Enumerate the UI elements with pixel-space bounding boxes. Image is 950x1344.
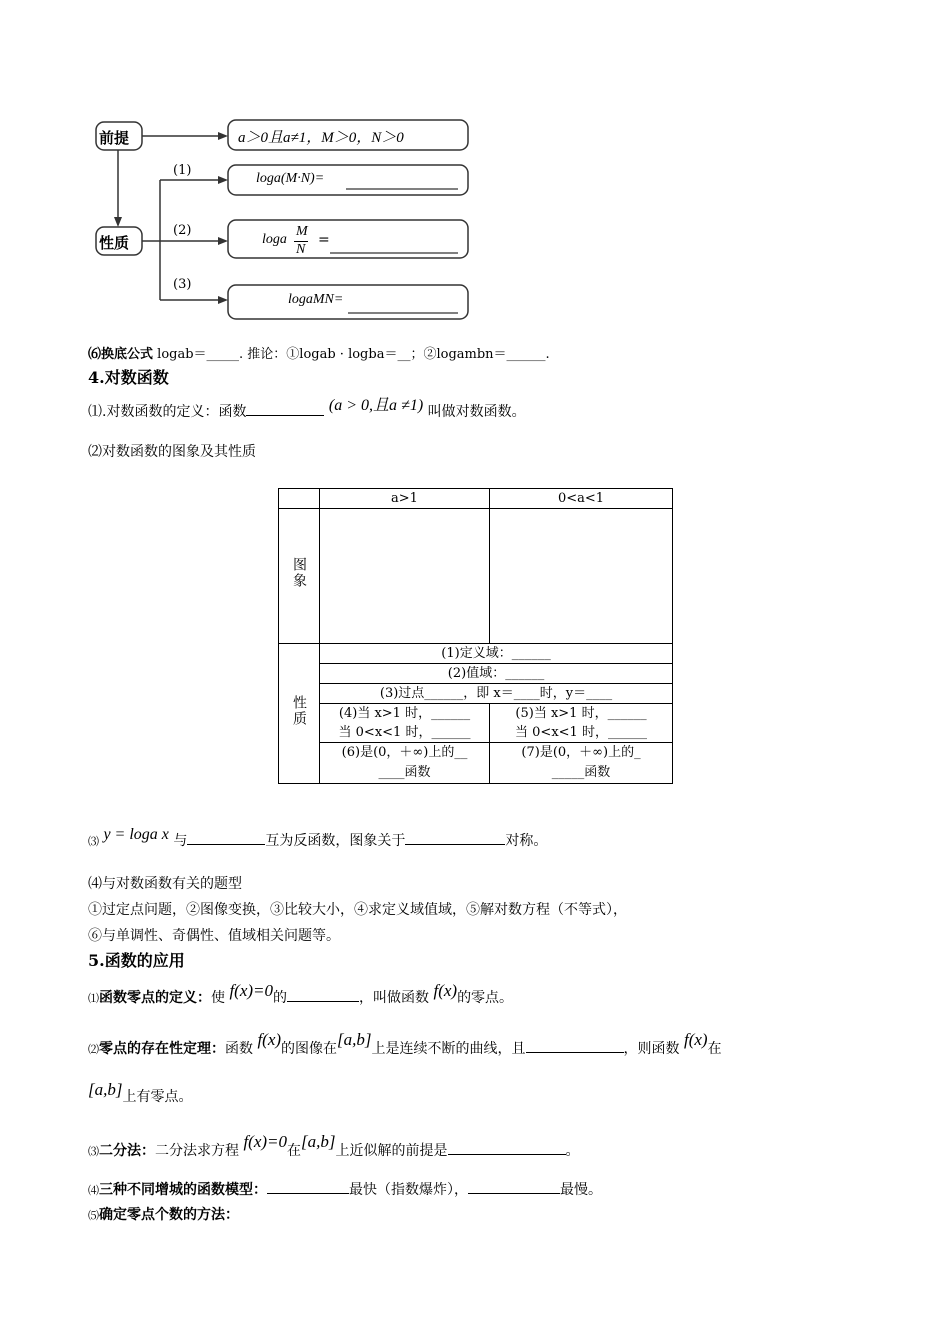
existence-text-b: 的图像在	[281, 1041, 338, 1057]
premise-label: 前提	[99, 129, 130, 147]
quotient-rule-equals: =	[318, 232, 330, 248]
zero-definition-blank[interactable]	[287, 987, 359, 1002]
inverse-function-line	[88, 826, 548, 850]
existence-prefix: ⑵	[88, 1043, 99, 1056]
growth-blank-2[interactable]	[468, 1179, 560, 1194]
inverse-mid: 与	[173, 833, 188, 849]
graph-properties-heading: ⑵对数函数的图象及其性质	[88, 444, 256, 460]
row-label-property: 性质	[279, 644, 320, 784]
existence-interval: [a,b]	[337, 1030, 372, 1049]
property-4-line1: (4)当 x>1 时，______	[320, 704, 490, 724]
inverse-end: 对称。	[505, 833, 548, 849]
quotient-rule-denominator: N	[296, 242, 306, 257]
definition-condition: (a > 0,且a ≠1)	[328, 397, 424, 414]
zero-definition-prefix: ⑴	[88, 992, 99, 1005]
change-of-base-text: logab＝_____. 推论：①logab · logba＝__；②logambn＝______.	[157, 347, 550, 362]
bisection-line	[88, 1132, 580, 1160]
growth-label: 三种不同增城的函数模型：	[99, 1182, 267, 1198]
property-5-line2: 当 0<x<1 时，______	[490, 723, 673, 743]
bisection-blank[interactable]	[448, 1140, 566, 1155]
log-properties-diagram	[90, 115, 480, 330]
property-6-monotonic: (6)是(0，＋∞)上的__ ____函数	[320, 743, 490, 784]
bisection-text-c: 上近似解的前提是	[335, 1143, 448, 1159]
question-types-line2: ⑥与单调性、奇偶性、值域相关问题等。	[88, 928, 340, 944]
branch-2-label: (2)	[173, 223, 192, 238]
property-label: 性质	[99, 234, 130, 252]
inverse-blank-1[interactable]	[187, 830, 265, 845]
definition-suffix: 叫做对数函数。	[427, 404, 526, 420]
bisection-interval: [a,b]	[301, 1132, 336, 1151]
existence-function-2: f(x)	[683, 1030, 708, 1049]
property-domain: (1)定义域：______	[320, 644, 673, 664]
zero-definition-line	[88, 981, 514, 1007]
growth-blank-1[interactable]	[267, 1179, 349, 1194]
log-properties-table	[278, 488, 673, 784]
existence-interval-2: [a,b]	[88, 1080, 123, 1099]
definition-blank[interactable]	[246, 401, 324, 416]
row-label-graph: 图象	[279, 509, 320, 644]
property-range: (2)值域：______	[320, 664, 673, 684]
existence-text-d: ，则函数	[623, 1041, 680, 1057]
table-corner	[279, 489, 320, 509]
branch-1-label: (1)	[173, 163, 192, 178]
zero-definition-equation: f(x)=0	[229, 981, 274, 1000]
change-of-base-label: ⑹换底公式	[88, 347, 154, 362]
formula3-box	[228, 285, 468, 319]
bisection-text-b: 在	[287, 1143, 302, 1159]
zero-definition-text-b: 的	[273, 990, 288, 1006]
existence-text-c: 上是连续不断的曲线，且	[371, 1041, 526, 1057]
definition-prefix: ⑴.对数函数的定义：函数	[88, 404, 247, 420]
product-rule-formula: loga(M·N)=	[256, 171, 325, 186]
zero-definition-text-a: 使	[211, 990, 225, 1006]
zero-count-line	[88, 1204, 239, 1224]
property-4-line2: 当 0<x<1 时，______	[320, 723, 490, 743]
existence-label: 零点的存在性定理：	[99, 1041, 225, 1057]
zero-count-prefix: ⑸	[88, 1209, 99, 1222]
growth-models-line	[88, 1179, 602, 1199]
inverse-mid2: 互为反函数，图象关于	[265, 833, 406, 849]
growth-text-b: 最慢。	[560, 1182, 602, 1198]
question-types-title: ⑷与对数函数有关的题型	[88, 876, 242, 892]
quotient-rule-numerator: M	[296, 224, 308, 239]
inverse-prefix: ⑶	[88, 835, 99, 848]
graph-cell-a-gt-1[interactable]	[320, 509, 490, 644]
existence-text-a: 函数	[225, 1041, 253, 1057]
zero-count-label: 确定零点个数的方法：	[99, 1207, 239, 1223]
property-5-line1: (5)当 x>1 时，______	[490, 704, 673, 724]
col-header-a-lt-1: 0<a<1	[490, 489, 673, 509]
existence-text-e: 在	[707, 1041, 722, 1057]
zero-definition-text-d: 的零点。	[457, 990, 514, 1006]
log-function-definition	[88, 398, 526, 421]
col-header-a-gt-1: a>1	[320, 489, 490, 509]
existence-function: f(x)	[257, 1030, 282, 1049]
bisection-text-a: 二分法求方程	[155, 1143, 239, 1159]
section-4-title: 4.对数函数	[88, 368, 169, 387]
zero-definition-text-c: ，叫做函数	[359, 990, 430, 1006]
existence-theorem-line2	[88, 1080, 193, 1106]
quotient-rule-prefix: loga	[262, 232, 287, 247]
branch-3-label: (3)	[173, 277, 192, 292]
existence-text-g: 上有零点。	[122, 1089, 193, 1105]
zero-definition-label: 函数零点的定义：	[99, 990, 211, 1006]
existence-blank[interactable]	[526, 1038, 624, 1053]
inverse-formula: y = loga x	[103, 826, 169, 843]
growth-text-a: 最快（指数爆炸），	[349, 1182, 468, 1198]
power-rule-formula: logaMN=	[288, 292, 344, 307]
bisection-label: 二分法：	[99, 1143, 155, 1159]
graph-cell-a-lt-1[interactable]	[490, 509, 673, 644]
section-5-title: 5.函数的应用	[88, 951, 185, 970]
zero-definition-function: f(x)	[433, 981, 458, 1000]
inverse-blank-2[interactable]	[405, 830, 505, 845]
change-of-base-line	[88, 343, 550, 362]
premise-condition: a＞0且a≠1，M＞0，N＞0	[238, 130, 404, 146]
bisection-text-d: 。	[565, 1143, 580, 1159]
bisection-equation: f(x)=0	[243, 1132, 288, 1151]
property-7-monotonic: (7)是(0，＋∞)上的_ _____函数	[490, 743, 673, 784]
growth-prefix: ⑷	[88, 1184, 99, 1197]
bisection-prefix: ⑶	[88, 1145, 99, 1158]
existence-theorem-line1	[88, 1030, 722, 1058]
question-types-line1: ①过定点问题，②图像变换，③比较大小，④求定义域值域，⑤解对数方程（不等式），	[88, 902, 627, 918]
property-fixed-point: (3)过点______，即 x＝____时，y＝____	[320, 684, 673, 704]
